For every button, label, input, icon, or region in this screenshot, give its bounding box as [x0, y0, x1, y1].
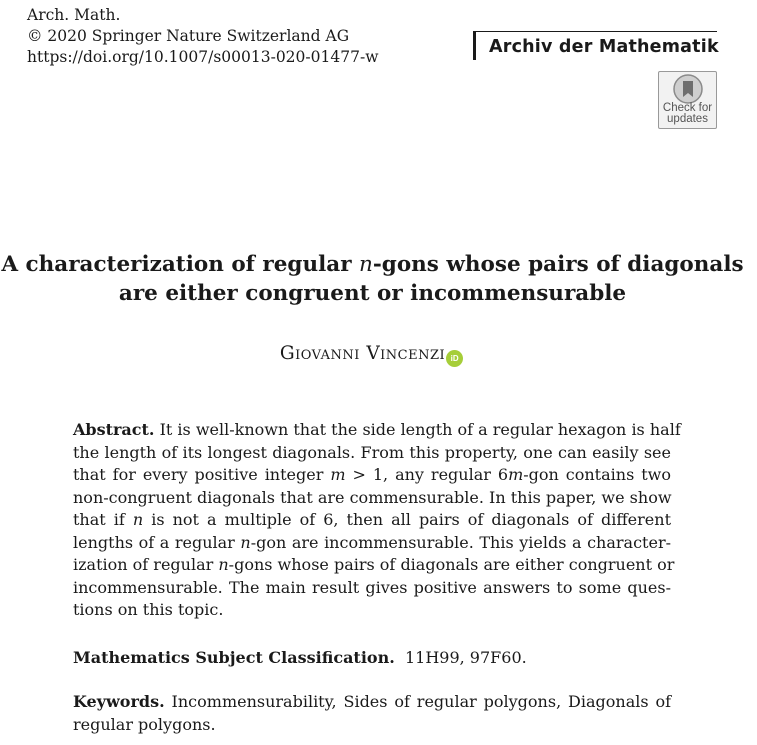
- abstract-label: Abstract.: [73, 420, 155, 439]
- author-line: [0, 343, 743, 367]
- keywords-line: regular polygons.: [73, 714, 216, 734]
- journal-name: Archiv der Mathematik: [489, 37, 719, 57]
- bookmark-icon: [672, 74, 704, 104]
- publication-metadata: [27, 5, 378, 68]
- doi-link[interactable]: https://doi.org/10.1007/s00013-020-01477-w: [27, 48, 379, 66]
- abstract-line: the length of its longest diagonals. From this property, one can easily see: [73, 442, 671, 462]
- subject-classification: [73, 647, 527, 670]
- check-for-updates-badge[interactable]: [658, 71, 717, 129]
- copyright-notice: © 2020 Springer Nature Switzerland AG: [27, 27, 350, 45]
- title-line-2: are either congruent or incommensurable: [118, 281, 627, 306]
- abstract: [73, 419, 681, 622]
- msc-codes: 11H99, 97F60.: [404, 648, 527, 667]
- badge-label: Check for updates: [662, 102, 713, 125]
- journal-abbreviation: Arch. Math.: [27, 6, 121, 24]
- orcid-icon[interactable]: iD: [446, 350, 463, 367]
- abstract-line: incommensurable. The main result gives positive answers to some ques-: [73, 577, 671, 597]
- paper-title: [0, 250, 745, 308]
- abstract-line: ization of regular n-gons whose pairs of diagonals are either congruent or: [73, 555, 675, 574]
- abstract-line: that for every positive integer m > 1, any regular 6m-gon contains two: [73, 465, 672, 484]
- abstract-line: Abstract. It is well-known that the side length of a regular hexagon is half: [73, 420, 681, 439]
- keywords-label: Keywords.: [73, 692, 165, 711]
- keywords: [73, 691, 671, 736]
- journal-name-box: [473, 31, 717, 60]
- abstract-line: lengths of a regular n-gon are incommensurable. This yields a character-: [73, 532, 672, 552]
- keywords-line: Keywords. Incommensurability, Sides of regular polygons, Diagonals of: [73, 692, 671, 711]
- msc-label: Mathematics Subject Classification.: [73, 648, 395, 667]
- abstract-line: non-congruent diagonals that are commensurable. In this paper, we show: [73, 487, 672, 507]
- abstract-line: tions on this topic.: [73, 600, 224, 619]
- abstract-line: that if n is not a multiple of 6, then all pairs of diagonals of different: [73, 510, 672, 529]
- title-line-1: A characterization of regular n-gons whose pairs of diagonals: [1, 252, 744, 277]
- author-name: Giovanni Vincenzi: [279, 343, 446, 364]
